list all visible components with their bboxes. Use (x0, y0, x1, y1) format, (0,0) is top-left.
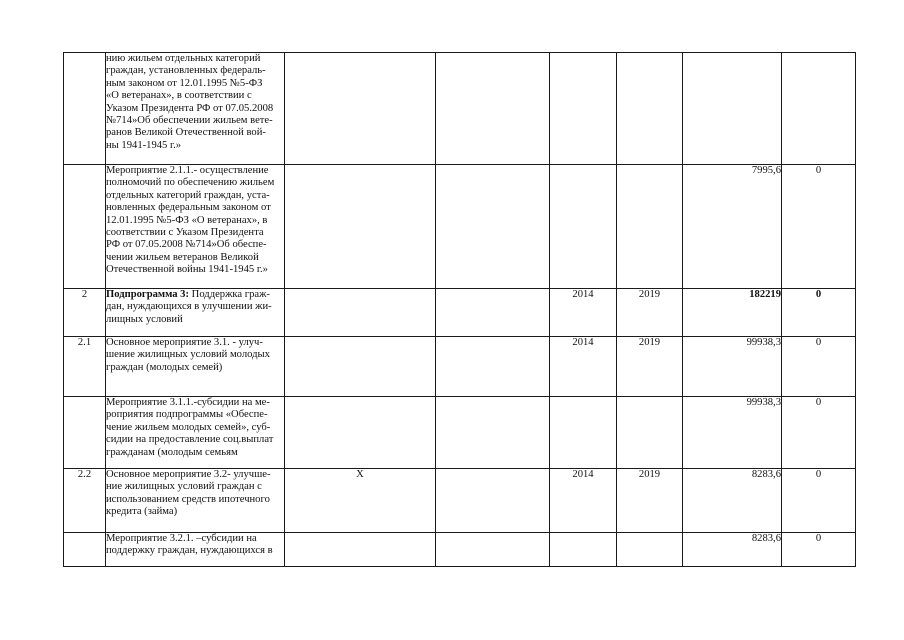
start-year-cell: 2014 (550, 469, 617, 533)
mark-cell (285, 165, 436, 289)
table-row (64, 53, 856, 165)
start-year-cell: 2014 (550, 289, 617, 337)
row-number-cell (64, 397, 106, 469)
amount-cell: 8283,6 (683, 533, 782, 567)
zero-cell: 0 (782, 289, 856, 337)
name-line: отдельных категорий граждан, уста- (106, 189, 270, 201)
row-number-cell (64, 53, 106, 165)
name-line: ранов Великой Отечественной вой- (106, 127, 266, 139)
name-line: РФ от 07.05.2008 №714»Об обеспе- (106, 239, 267, 251)
name-line: соответствии с Указом Президента (106, 227, 264, 239)
name-line: граждан (молодых семей) (106, 361, 223, 373)
mark-cell (285, 53, 436, 165)
end-year-cell (617, 165, 683, 289)
table-row (64, 289, 856, 337)
empty-cell (436, 469, 550, 533)
amount-cell (683, 53, 782, 165)
table-row (64, 397, 856, 469)
mark-cell (285, 397, 436, 469)
name-line: дан, нуждающихся в улучшении жи- (106, 301, 272, 313)
name-line: чение жильем молодых семей», суб- (106, 421, 271, 433)
name-line: №714»Об обеспечении жильем вете- (106, 115, 273, 127)
end-year-cell (617, 53, 683, 165)
name-line: кредита (займа) (106, 506, 178, 518)
table-body (64, 53, 856, 567)
start-year-cell (550, 165, 617, 289)
end-year-cell: 2019 (617, 337, 683, 397)
name-line: Мероприятие 3.2.1. –субсидии на (106, 533, 257, 544)
name-line: поддержку граждан, нуждающихся в (106, 545, 273, 557)
name-line: полномочий по обеспечению жильем (106, 177, 275, 189)
subprogram-title: Подпрограмма 3: (106, 289, 190, 300)
row-number-cell: 2 (64, 289, 106, 337)
name-line: шение жилищных условий молодых (106, 349, 270, 361)
name-line: использованием средств ипотечного (106, 493, 270, 505)
name-line: Основное мероприятие 3.2- улучше- (106, 469, 271, 480)
row-name-cell (106, 533, 285, 567)
name-line: 12.01.1995 №5-ФЗ «О ветеранах», в (106, 214, 268, 226)
end-year-cell: 2019 (617, 289, 683, 337)
mark-cell (285, 533, 436, 567)
zero-cell: 0 (782, 397, 856, 469)
name-line (106, 289, 284, 301)
start-year-cell (550, 53, 617, 165)
name-line: Мероприятие 2.1.1.- осуществление (106, 165, 269, 176)
row-number-cell: 2.2 (64, 469, 106, 533)
name-line: Мероприятие 3.1.1.-субсидии на ме- (106, 397, 270, 408)
name-line: ние жилищных условий граждан с (106, 481, 262, 493)
end-year-cell (617, 533, 683, 567)
empty-cell (436, 165, 550, 289)
name-line: лищных условий (106, 313, 183, 325)
name-line: чении жильем ветеранов Великой (106, 251, 259, 263)
start-year-cell: 2014 (550, 337, 617, 397)
name-line: роприятия подпрограммы «Обеспе- (106, 409, 268, 421)
program-table (63, 52, 856, 567)
empty-cell (436, 289, 550, 337)
name-line: граждан, установленных федераль- (106, 65, 266, 77)
zero-cell: 0 (782, 469, 856, 533)
name-line: гражданам (молодым семьям (106, 446, 238, 458)
name-line: сидии на предоставление соц.выплат (106, 434, 274, 446)
row-name-cell (106, 289, 285, 337)
zero-cell: 0 (782, 337, 856, 397)
mark-cell: X (285, 469, 436, 533)
amount-cell: 8283,6 (683, 469, 782, 533)
mark-cell (285, 289, 436, 337)
zero-cell: 0 (782, 165, 856, 289)
start-year-cell (550, 397, 617, 469)
end-year-cell (617, 397, 683, 469)
mark-cell (285, 337, 436, 397)
row-name-cell (106, 53, 285, 165)
table-row (64, 337, 856, 397)
empty-cell (436, 397, 550, 469)
table-row (64, 165, 856, 289)
empty-cell (436, 337, 550, 397)
zero-cell (782, 53, 856, 165)
end-year-cell: 2019 (617, 469, 683, 533)
row-name-cell (106, 165, 285, 289)
start-year-cell (550, 533, 617, 567)
table-row (64, 469, 856, 533)
row-name-cell (106, 337, 285, 397)
empty-cell (436, 533, 550, 567)
amount-cell: 182219 (683, 289, 782, 337)
row-name-cell (106, 397, 285, 469)
amount-cell: 7995,6 (683, 165, 782, 289)
name-line: Основное мероприятие 3.1. - улуч- (106, 337, 263, 348)
name-line-text: Поддержка граж- (189, 289, 270, 300)
table-row (64, 533, 856, 567)
name-line: Указом Президента РФ от 07.05.2008 (106, 102, 274, 114)
name-line: ны 1941-1945 г.» (106, 139, 182, 151)
zero-cell: 0 (782, 533, 856, 567)
name-line: Отечественной войны 1941-1945 г.» (106, 264, 268, 276)
row-number-cell (64, 533, 106, 567)
name-line: ным законом от 12.01.1995 №5-ФЗ (106, 77, 263, 89)
name-line: «О ветеранах», в соответствии с (106, 90, 252, 102)
name-line: нию жильем отдельных категорий (106, 53, 261, 64)
row-name-cell (106, 469, 285, 533)
amount-cell: 99938,3 (683, 337, 782, 397)
empty-cell (436, 53, 550, 165)
amount-cell: 99938,3 (683, 397, 782, 469)
row-number-cell: 2.1 (64, 337, 106, 397)
name-line: новленных федеральным законом от (106, 202, 271, 214)
row-number-cell (64, 165, 106, 289)
